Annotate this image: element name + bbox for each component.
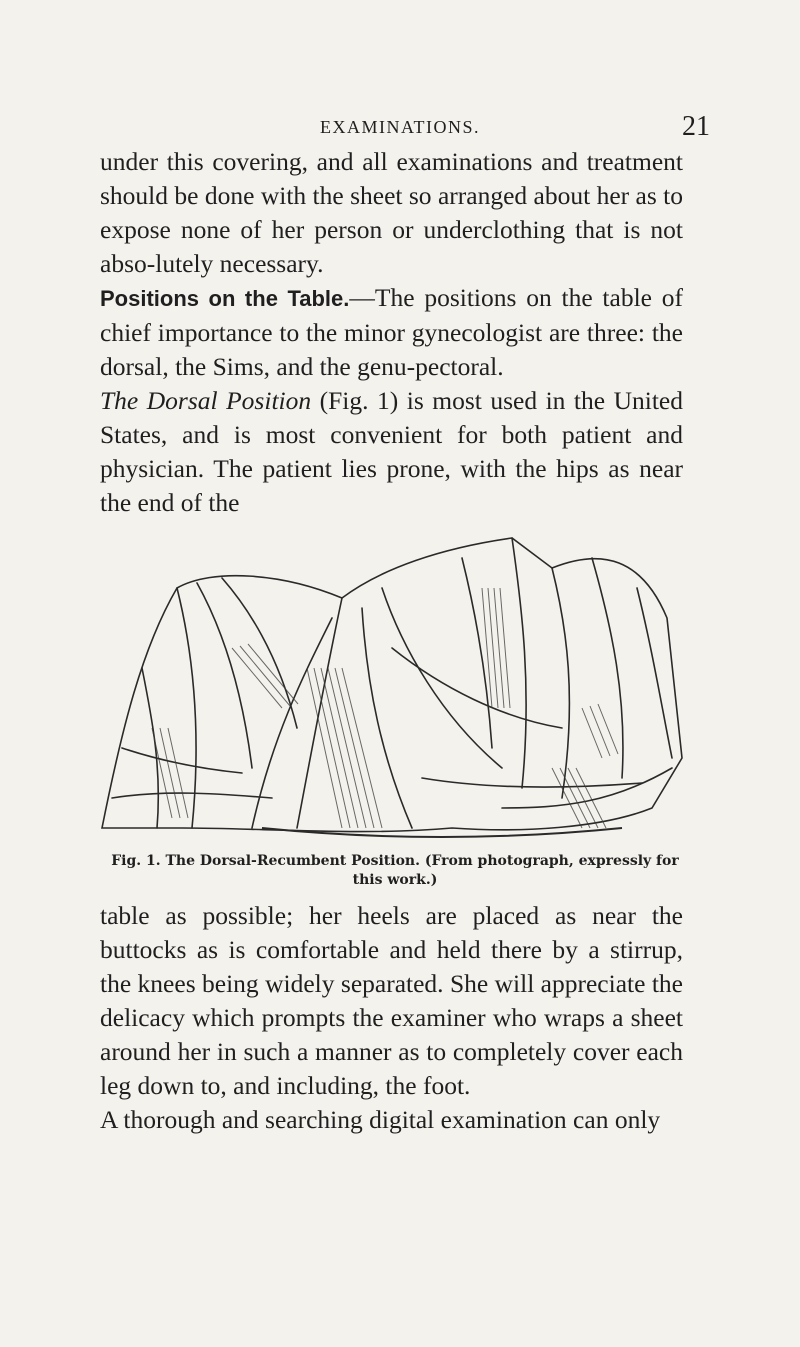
- paragraph-dorsal: [100, 384, 683, 520]
- text-after-figure: [100, 899, 683, 1137]
- caption-line-2: this work.): [352, 872, 438, 888]
- text-before-figure: [100, 145, 683, 520]
- paragraph-digital-examination: A thorough and searching digital examination can only: [100, 1105, 661, 1134]
- running-head: [100, 111, 710, 142]
- right-leg-fold: [512, 538, 526, 788]
- caption-line-1: Fig. 1. The Dorsal-Recumbent Position. (From photograph, expressly for: [111, 853, 679, 869]
- figure-caption: [100, 852, 690, 890]
- dorsal-text: (Fig. 1) is most used in the United States, and is most convenient for both patient and physician. The patient lies prone, with the hips as near the end of the: [100, 386, 683, 517]
- left-leg-fold: [177, 588, 196, 828]
- sheet-outline: [102, 538, 682, 832]
- running-title: EXAMINATIONS.: [320, 117, 480, 137]
- paragraph-table-position: table as possible; her heels are placed as near the buttocks as is comfortable and held there by a stirrup, the knees being widely separated. She will appreciate the delicacy which prompts the examiner who wraps a sheet around her in such a manner as to completely cover each leg down to, and including, the foot.: [100, 901, 683, 1100]
- heading-positions-on-table: Positions on the Table.: [100, 286, 350, 311]
- paragraph-positions: [100, 281, 683, 384]
- paragraph-covering: under this covering, and all examinations and treatment should be done with the sheet so arranged about her as to expose none of her person or underclothing that is not abso-lutely necessary.: [100, 147, 683, 278]
- heading-dorsal-position: The Dorsal Position: [100, 386, 312, 415]
- center-fold: [297, 598, 342, 828]
- page-number: 21: [682, 111, 710, 142]
- dorsal-recumbent-illustration: [82, 528, 692, 848]
- positions-text: —The positions on the table of chief importance to the minor gynecologist are three: the dorsal, the Sims, and the genu-pectoral.: [100, 283, 683, 381]
- figure-dorsal-recumbent: [82, 528, 692, 848]
